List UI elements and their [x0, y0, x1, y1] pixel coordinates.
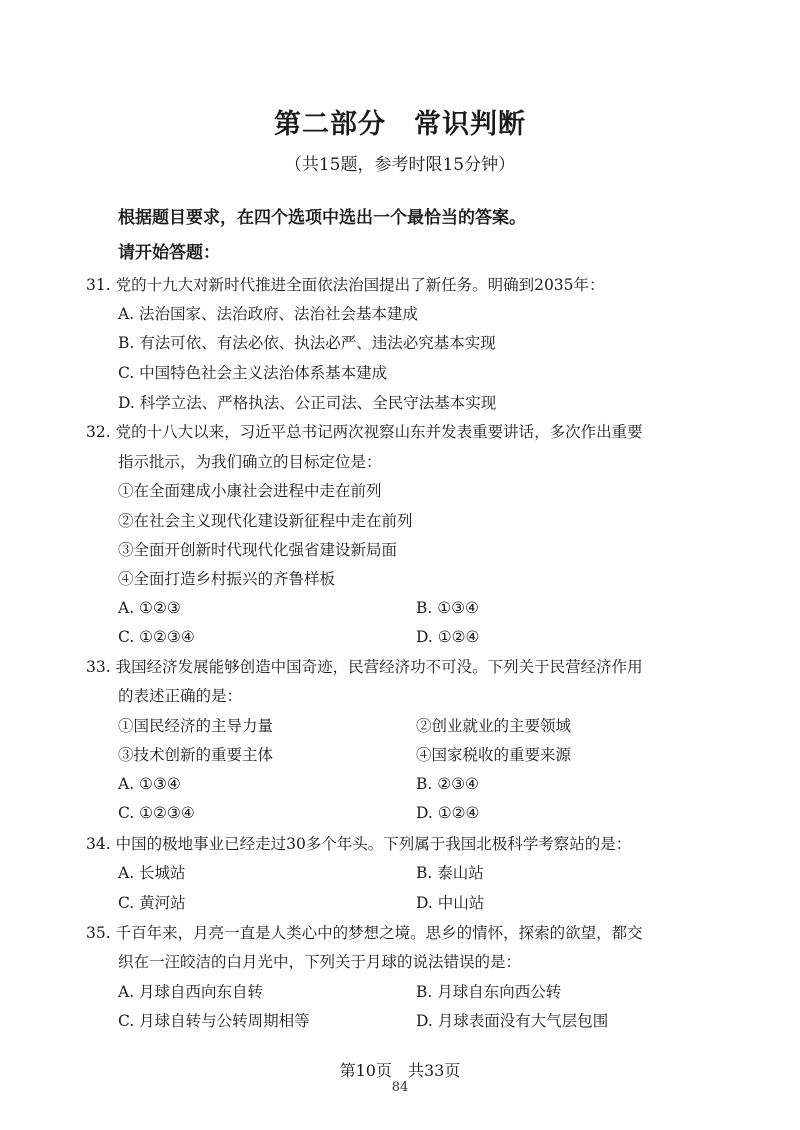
- start-prompt: 请开始答题：: [118, 243, 220, 263]
- page-number: 84: [391, 1080, 409, 1095]
- question-31-option-d: D. 科学立法、严格执法、公正司法、全民守法基本实现: [118, 394, 497, 412]
- question-34-option-a: A. 长城站: [118, 864, 186, 882]
- section-title: 第二部分 常识判断: [274, 109, 526, 140]
- question-34-option-d: D. 中山站: [416, 894, 485, 912]
- question-35-option-a: A. 月球自西向东自转: [118, 983, 264, 1001]
- question-33-statement-3: ③技术创新的重要主体: [118, 746, 274, 764]
- question-33-stem-line2: 的表述正确的是：: [118, 687, 243, 705]
- instruction-text: 根据题目要求，在四个选项中选出一个最恰当的答案。: [118, 208, 526, 228]
- question-31-option-c: C. 中国特色社会主义法治体系基本建成: [118, 364, 388, 382]
- question-31-option-b: B. 有法可依、有法必依、执法必严、违法必究基本实现: [118, 334, 496, 352]
- question-32-statement-4: ④全面打造乡村振兴的齐鲁样板: [118, 570, 336, 588]
- question-32-stem-line2: 指示批示，为我们确立的目标定位是：: [118, 453, 382, 471]
- question-35-option-d: D. 月球表面没有大气层包围: [416, 1012, 609, 1030]
- question-35-stem-line1: 35. 千百年来，月亮一直是人类心中的梦想之境。思乡的情怀，探索的欲望，都交: [86, 924, 643, 942]
- question-32-stem-line1: 32. 党的十八大以来，习近平总书记两次视察山东并发表重要讲话，多次作出重要: [86, 423, 643, 441]
- question-34-option-c: C. 黄河站: [118, 894, 186, 912]
- question-33-option-c: C. ①②③④: [118, 804, 195, 822]
- question-35-stem-line2: 织在一汪皎洁的白月光中，下列关于月球的说法错误的是：: [118, 953, 522, 971]
- question-32-option-d: D. ①②④: [416, 628, 480, 646]
- question-33-option-d: D. ①②④: [416, 804, 480, 822]
- question-34-stem: 34. 中国的极地事业已经走过30多个年头。下列属于我国北极科学考察站的是：: [86, 835, 632, 853]
- question-31-stem: 31. 党的十九大对新时代推进全面依法治国提出了新任务。明确到2035年：: [86, 276, 605, 294]
- question-33-statement-2: ②创业就业的主要领域: [416, 717, 572, 735]
- question-33-option-a: A. ①③④: [118, 775, 181, 793]
- question-32-option-a: A. ①②③: [118, 599, 181, 617]
- page-footer: 第10页 共33页: [339, 1061, 461, 1080]
- section-subtitle: （共15题，参考时限15分钟）: [284, 155, 516, 175]
- question-35-option-c: C. 月球自转与公转周期相等: [118, 1012, 310, 1030]
- question-33-statement-4: ④国家税收的重要来源: [416, 746, 572, 764]
- question-32-option-c: C. ①②③④: [118, 628, 195, 646]
- question-32-statement-1: ①在全面建成小康社会进程中走在前列: [118, 482, 382, 500]
- question-34-option-b: B. 泰山站: [416, 864, 484, 882]
- question-33-option-b: B. ②③④: [416, 775, 479, 793]
- question-33-statement-1: ①国民经济的主导力量: [118, 717, 274, 735]
- question-32-option-b: B. ①③④: [416, 599, 479, 617]
- question-31-option-a: A. 法治国家、法治政府、法治社会基本建成: [118, 305, 419, 323]
- question-32-statement-2: ②在社会主义现代化建设新征程中走在前列: [118, 512, 413, 530]
- question-33-stem-line1: 33. 我国经济发展能够创造中国奇迹，民营经济功不可没。下列关于民营经济作用: [86, 658, 643, 676]
- question-35-option-b: B. 月球自东向西公转: [416, 983, 562, 1001]
- question-32-statement-3: ③全面开创新时代现代化强省建设新局面: [118, 541, 398, 559]
